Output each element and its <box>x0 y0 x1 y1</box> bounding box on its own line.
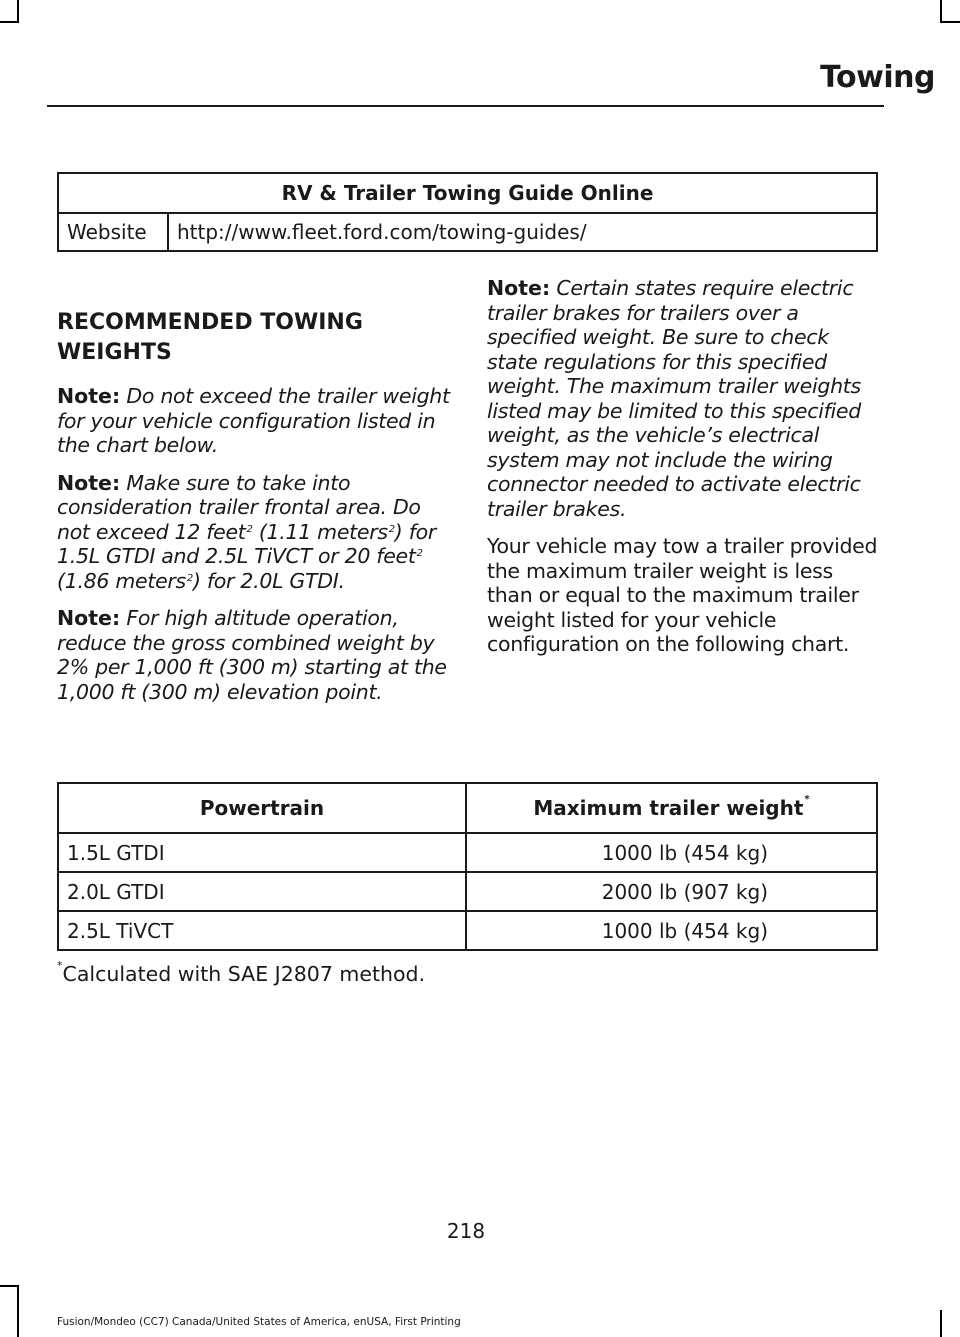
table-row <box>58 213 877 251</box>
max-weight-header: Maximum trailer weight* <box>466 783 877 833</box>
note-frontal-area: Note: Make sure to take into consideration trailer frontal area. Do not exceed 12 feet$^2$ (1.11 meters$^2$) for 1.5L GTDI and 2.5L TiVCT or 20 feet$^2$ (1.86 meters$^2$) for 2.0L GTDI. <box>57 470 436 593</box>
tow-capacity-paragraph: Your vehicle may tow a trailer provided the maximum trailer weight is less than or equal to the maximum trailer weight listed for your vehicle configuration on the following chart. <box>487 534 878 656</box>
table-row <box>58 833 877 872</box>
page-number: 218 <box>446 1219 486 1243</box>
crop-mark-bottom-left-v <box>17 1285 19 1337</box>
crop-mark-top-right-v <box>940 0 942 22</box>
table-row <box>58 872 877 911</box>
weight-cell: 2000 lb (907 kg) <box>466 872 877 911</box>
header-divider <box>47 105 884 107</box>
note-trailer-weight: Note: Do not exceed the trailer weight for your vehicle configuration listed in the chart below. <box>57 384 450 457</box>
crop-mark-bottom-left-h <box>0 1285 19 1287</box>
crop-mark-bottom-right-v <box>940 1310 942 1337</box>
table-header-row <box>58 783 877 833</box>
crop-mark-top-right-h <box>940 21 960 23</box>
towing-guide-table <box>57 172 878 252</box>
left-column <box>57 308 450 717</box>
edition-footer: Fusion/Mondeo (CC7) Canada/United States of America, enUSA, First Printing <box>57 1316 461 1328</box>
website-label: Website <box>58 213 168 251</box>
section-heading: RECOMMENDED TOWING WEIGHTS <box>57 310 363 365</box>
crop-mark-top-left-v <box>17 0 19 22</box>
powertrain-cell: 1.5L GTDI <box>58 833 466 872</box>
right-column <box>487 276 881 657</box>
table-footnote: *Calculated with SAE J2807 method. <box>57 959 426 986</box>
page-title: Towing <box>820 60 935 95</box>
weight-cell: 1000 lb (454 kg) <box>466 911 877 950</box>
powertrain-header: Powertrain <box>58 783 466 833</box>
powertrain-cell: 2.0L GTDI <box>58 872 466 911</box>
powertrain-cell: 2.5L TiVCT <box>58 911 466 950</box>
guide-table-title: RV & Trailer Towing Guide Online <box>58 173 877 213</box>
weight-cell: 1000 lb (454 kg) <box>466 833 877 872</box>
website-url[interactable]: http://www.fleet.ford.com/towing-guides/ <box>168 213 877 251</box>
crop-mark-top-left-h <box>0 21 19 23</box>
table-row <box>58 911 877 950</box>
note-high-altitude: Note: For high altitude operation, reduce the gross combined weight by 2% per 1,000 ft (300 m) starting at the 1,000 ft (300 m) elevation point. <box>57 606 447 704</box>
table-header-row <box>58 173 877 213</box>
note-electric-brakes: Note: Certain states require electric trailer brakes for trailers over a specified weight. Be sure to check state regulations for this specified weight. The maximum trailer weights listed may be limited to this specified weight, as the vehicle’s electrical system may not include the wiring connector needed to activate electric trailer brakes. <box>487 276 861 521</box>
trailer-weight-table <box>57 782 878 951</box>
